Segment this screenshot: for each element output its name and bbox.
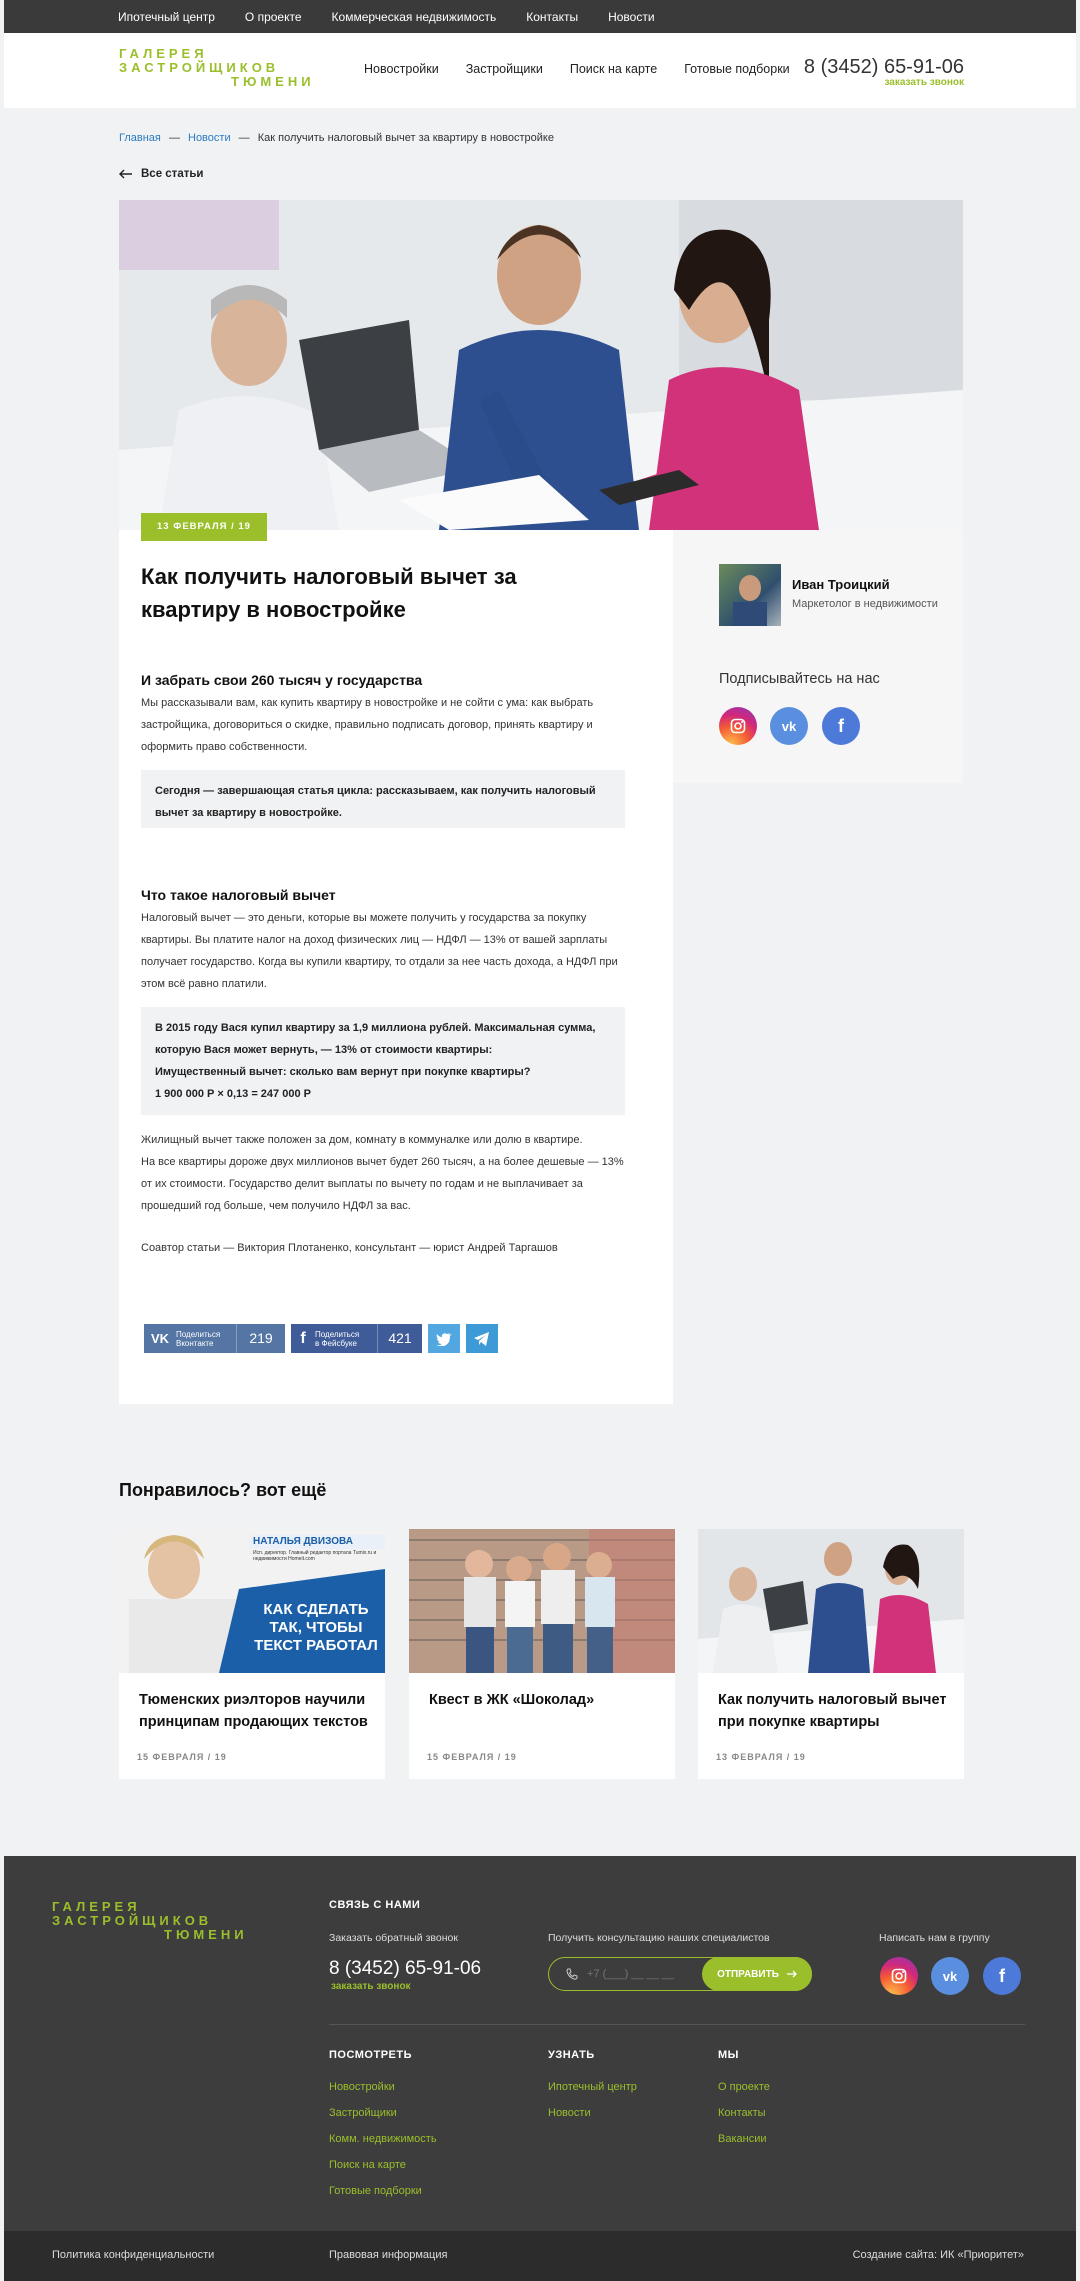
quote-line: 1 900 000 Р × 0,13 = 247 000 Р [155,1088,311,1100]
footer-group-label: Написать нам в группу [879,1932,990,1944]
article-paragraph: На все квартиры дороже двух миллионов вычет будет 260 тысяч, а на более дешевые — 13% от их стоимости. Государство делит выплаты по вычету по годам и не выплачивает за прошедший год больше, чем получило НДФЛ за вас. [141,1156,624,1212]
footer-consult-label: Получить консультацию наших специалистов [548,1932,770,1944]
logo-line2: ЗАСТРОЙЩИКОВ [119,60,280,75]
footer-links-learn [548,2074,637,2126]
share-vk-count: 219 [236,1324,285,1353]
article-hero-image [119,200,963,530]
author-role: Маркетолог в недвижимости [792,598,938,610]
related-article-card[interactable] [409,1529,675,1779]
footer-col-title: МЫ [718,2049,739,2061]
footer-link[interactable]: Вакансии [718,2133,767,2145]
vk-button[interactable] [770,707,808,745]
subscribe-label: Подписывайтесь на нас [719,671,880,687]
breadcrumb-sep: — [168,132,180,144]
top-bar [4,0,1076,33]
footer-bottom-bar [4,2231,1076,2281]
footer [4,1856,1076,2231]
footer-link[interactable]: Поиск на карте [329,2159,406,2171]
privacy-link[interactable]: Политика конфиденциальности [52,2249,215,2261]
more-section-title: Понравилось? вот ещё [119,1480,327,1500]
card-title: Как получить налоговый вычет при покупке квартиры [718,1692,947,1730]
footer-instagram-button[interactable] [880,1957,918,1995]
card-date: 15 ФЕВРАЛЯ / 19 [427,1752,517,1762]
share-vk-label: Поделиться Вконтакте [176,1329,221,1348]
vk-icon: vk [942,1968,958,1984]
card-image-author: НАТАЛЬЯ ДВИЗОВА [253,1536,353,1547]
article-subtitle: И забрать свои 260 тысяч у государства [141,672,423,688]
author-name: Иван Троицкий [792,577,890,592]
topnav-news[interactable]: Новости [608,9,655,24]
arrow-right-icon [787,1970,797,1978]
article-example-quote [141,1007,625,1115]
article-quote: Сегодня — завершающая статья цикла: рассказываем, как получить налоговый вычет за квартиру в новостройке. [141,770,625,828]
telegram-icon [474,1332,490,1346]
card-image [409,1529,675,1673]
related-article-card[interactable] [119,1529,385,1779]
logo-line3: ТЮМЕНИ [231,74,315,89]
phone-icon [566,1968,578,1980]
footer-links-view [329,2074,437,2204]
share-fb-label: Поделиться в Фейсбуке [315,1329,360,1348]
back-to-articles[interactable] [119,168,204,180]
footer-link[interactable]: Новостройки [329,2081,395,2093]
article-coauthor: Соавтор статьи — Виктория Плотаненко, консультант — юрист Андрей Таргашов [141,1242,558,1254]
instagram-icon [730,718,746,734]
topnav-mortgage[interactable]: Ипотечный центр [118,9,215,24]
footer-contact-title: СВЯЗЬ С НАМИ [329,1899,421,1911]
topnav-about[interactable]: О проекте [244,9,302,24]
article [119,530,673,1404]
article-section-heading: Что такое налоговый вычет [141,887,336,903]
share-fb-count: 421 [377,1324,422,1353]
breadcrumb-current: Как получить налоговый вычет за квартиру в новостройке [257,132,554,144]
card-image-headline: КАК СДЕЛАТЬ ТАК, ЧТОБЫ ТЕКСТ РАБОТАЛ [254,1601,378,1654]
card-image-caption: Исп. директор. Главный редактор портала Tumix.ru и недвижимости Homeit.com [253,1550,377,1562]
card-image [119,1529,385,1673]
footer-link[interactable]: Готовые подборки [329,2185,422,2197]
header-phone-number[interactable]: 8 (3452) 65-91-06 [803,56,964,78]
phone-input[interactable] [587,1965,692,1983]
credit-link[interactable]: Создание сайта: ИК «Приоритет» [852,2249,1024,2261]
facebook-icon: f [999,1965,1005,1986]
article-paragraph: Налоговый вычет — это деньги, которые вы можете получить у государства за покупку квартиры. Вы платите налог на доход физических лиц — НДФЛ — 13% от вашей зарплаты получает государство. Когда вы купили квартиру, то отдали за нее часть дохода, а НДФЛ при этом всё равно платили. [141,912,618,990]
card-date: 15 ФЕВРАЛЯ / 19 [137,1752,227,1762]
twitter-icon [436,1332,452,1346]
footer-vk-button[interactable] [931,1957,969,1995]
legal-link[interactable]: Правовая информация [329,2249,448,2261]
logo-line2: ЗАСТРОЙЩИКОВ [52,1913,213,1928]
vk-icon: vk [781,718,797,734]
footer-divider [329,2024,1025,2025]
send-button[interactable] [702,1957,812,1991]
footer-facebook-button[interactable] [983,1957,1021,1995]
instagram-button[interactable] [719,707,757,745]
nav-collections[interactable]: Готовые подборки [684,62,790,76]
avatar [719,564,781,626]
header-phone [804,56,964,88]
header-callback-link[interactable]: заказать звонок [884,77,964,88]
card-date: 13 ФЕВРАЛЯ / 19 [716,1752,806,1762]
vk-icon: VK [150,1331,170,1346]
arrow-left-icon [119,169,133,179]
footer-callback-link[interactable]: заказать звонок [331,1981,411,1992]
main-nav [364,62,790,76]
quote-line: Имущественный вычет: сколько вам вернут при покупке квартиры? [155,1066,531,1078]
breadcrumb-news[interactable]: Новости [188,132,231,144]
footer-col-title: УЗНАТЬ [548,2049,595,2061]
footer-link[interactable]: Новости [548,2107,591,2119]
footer-callback-label: Заказать обратный звонок [329,1932,458,1944]
breadcrumb-home[interactable]: Главная [119,132,161,144]
logo-line3: ТЮМЕНИ [164,1927,248,1942]
article-title: Как получить налоговый вычет за квартиру в новостройке [141,564,517,622]
logo[interactable] [119,47,315,89]
footer-logo[interactable] [52,1900,248,1942]
share-telegram-button[interactable] [466,1324,498,1353]
instagram-icon [891,1968,907,1984]
nav-new-buildings[interactable]: Новостройки [364,62,439,76]
article-paragraph: Жилищный вычет также положен за дом, комнату в коммуналке или долю в квартире. [141,1134,583,1146]
back-label: Все статьи [141,168,204,180]
footer-link[interactable]: Ипотечный центр [548,2081,637,2093]
share-twitter-button[interactable] [428,1324,460,1353]
top-nav [118,0,655,33]
card-title: Тюменских риэлторов научили принципам продающих текстов [139,1692,368,1730]
facebook-icon: f [838,715,844,736]
logo-line1: ГАЛЕРЕЯ [119,46,208,61]
related-article-card[interactable] [698,1529,964,1779]
topnav-commercial[interactable]: Коммерческая недвижимость [331,9,497,24]
card-image [698,1529,964,1673]
facebook-icon: f [300,1330,306,1347]
footer-link[interactable]: О проекте [718,2081,770,2093]
footer-link[interactable]: Комм. недвижимость [329,2133,437,2145]
article-date-badge: 13 ФЕВРАЛЯ / 19 [141,513,267,541]
card-title: Квест в ЖК «Шоколад» [429,1692,595,1708]
logo-line1: ГАЛЕРЕЯ [52,1899,141,1914]
share-vk-button[interactable] [144,1324,285,1353]
footer-link[interactable]: Застройщики [329,2107,397,2119]
share-fb-button[interactable] [291,1324,422,1353]
footer-phone[interactable]: 8 (3452) 65-91-06 [329,1958,482,1979]
breadcrumb-sep: — [238,132,250,144]
author-sidebar [673,530,963,783]
footer-links-us [718,2074,770,2152]
phone-form [548,1957,812,1991]
topnav-contacts[interactable]: Контакты [526,9,579,24]
send-label: ОТПРАВИТЬ [717,1968,779,1980]
breadcrumb [119,132,554,144]
article-paragraph: Мы рассказывали вам, как купить квартиру в новостройке и не сойти с ума: как выбрать застройщика, договориться о скидке, правильно подписать договор, принять квартиру и оформить право собственности. [141,697,594,753]
footer-col-title: ПОСМОТРЕТЬ [329,2049,412,2061]
nav-developers[interactable]: Застройщики [465,62,543,76]
quote-line: В 2015 году Вася купил квартиру за 1,9 миллиона рублей. Максимальная сумма, которую Вася может вернуть, — 13% от стоимости квартиры: [155,1022,596,1056]
facebook-button[interactable] [822,707,860,745]
nav-map-search[interactable]: Поиск на карте [569,62,658,76]
footer-link[interactable]: Контакты [718,2107,766,2119]
